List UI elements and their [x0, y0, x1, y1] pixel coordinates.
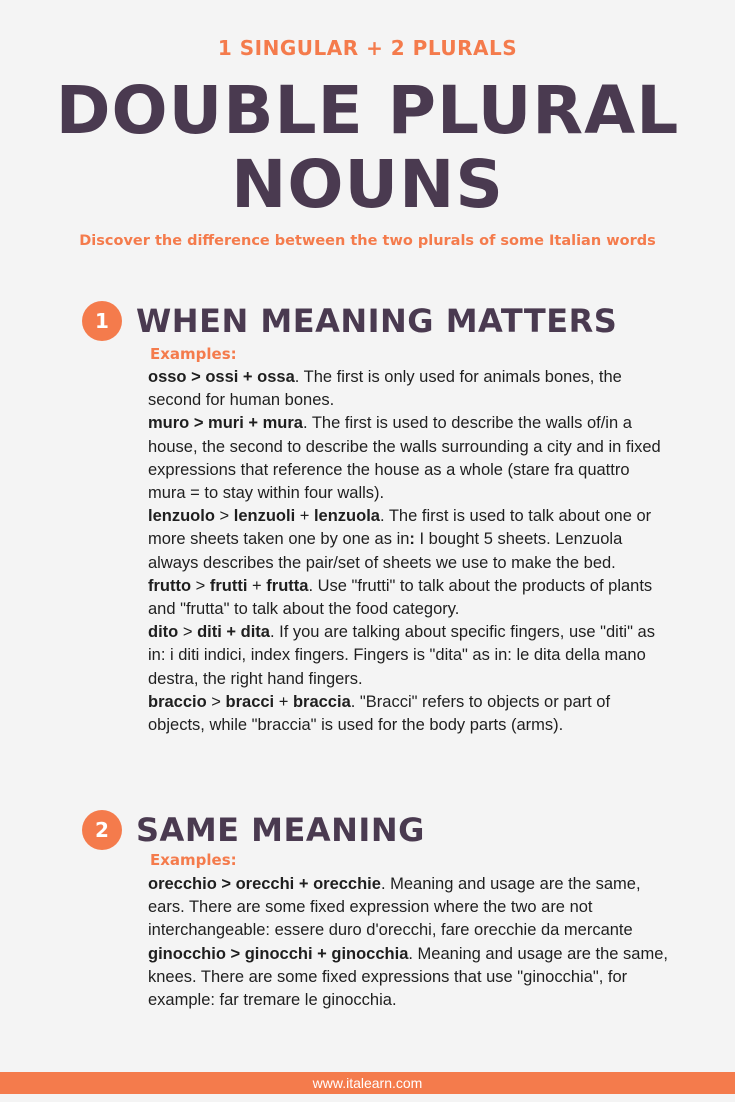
section1-entry	[148, 575, 668, 621]
term-bold: braccio	[148, 692, 207, 711]
section-2-number-badge: 2	[82, 810, 122, 850]
entry-text: . Meaning and usage are the same, ears. There are some fixed expression where the two are not interchangeable: essere duro d'orecchi, fare orecchie da mercante	[148, 875, 641, 940]
entry-text: . The first is used to describe the walls of/in a house, the second to describe the walls surrounding a city and in fixed expressions that reference the house as a whole (stare fra quattro mura = to stay within four walls).	[148, 414, 661, 503]
section-1-title: WHEN MEANING MATTERS	[136, 302, 618, 340]
entry-text: . If you are talking about specific fingers, use "diti" as in: i diti indici, index fingers. Fingers is "dita" as in: le dita della mano destra, the right hand fingers.	[148, 623, 655, 688]
section1-entry	[148, 366, 668, 412]
section2-entry	[148, 873, 668, 943]
term-bold: braccia	[292, 692, 351, 711]
term-bold: lenzuoli	[233, 507, 296, 526]
section-2-title: SAME MEANING	[136, 811, 425, 849]
page-subtitle: Discover the difference between the two plurals of some Italian words	[79, 233, 656, 249]
section-1-header	[82, 301, 617, 341]
section-1-number-badge: 1	[82, 301, 122, 341]
term-bold: orecchio > orecchi + orecchie	[148, 875, 381, 893]
term-bold: dito	[148, 623, 179, 642]
entry-text: . The first is only used for animals bones, the second for human bones.	[148, 368, 622, 410]
entry-text: . "Bracci" refers to objects or part of objects, while "braccia" is used for the body parts (arms).	[148, 692, 611, 735]
page-title	[0, 74, 735, 222]
entry-text: +	[247, 576, 267, 595]
section-2-examples	[148, 873, 668, 1012]
term-bold: bracci	[225, 692, 275, 711]
term-bold: osso > ossi + ossa	[148, 368, 295, 386]
footer-url[interactable]: www.italearn.com	[312, 1075, 423, 1091]
page-title-line-1: DOUBLE PLURAL	[55, 72, 680, 149]
entry-text: . Meaning and usage are the same, knees. There are some fixed expressions that use "ginocchia", for example: far tremare le ginocchia.	[148, 944, 668, 1010]
entry-text: . Use "frutti" to talk about the products of plants and "frutta" to talk about the food category.	[148, 576, 653, 619]
term-bold: frutto	[148, 576, 192, 595]
entry-text: >	[178, 623, 198, 642]
section1-entry	[148, 691, 668, 737]
entry-text: >	[214, 507, 234, 526]
term-bold: lenzuola	[313, 507, 380, 526]
term-bold: diti + dita	[197, 623, 270, 642]
term-bold: :	[409, 530, 415, 549]
section2-entry	[148, 943, 668, 1013]
section-1-examples-label: Examples:	[150, 345, 237, 363]
section1-entry	[148, 412, 668, 505]
entry-text: +	[274, 692, 293, 711]
entry-text: I bought 5 sheets. Lenzuola always describes the pair/set of sheets we use to make the bed.	[148, 530, 623, 572]
entry-text: >	[206, 692, 226, 711]
term-bold: lenzuolo	[148, 507, 215, 526]
term-bold: muro > muri + mura	[148, 414, 303, 433]
section-2-examples-label: Examples:	[150, 851, 237, 869]
term-bold: frutti	[209, 576, 248, 595]
page-title-line-2: NOUNS	[231, 146, 504, 223]
section1-entry	[148, 621, 668, 691]
entry-text: +	[295, 507, 314, 526]
section1-entry	[148, 505, 668, 575]
entry-text: . The first is used to talk about one or more sheets taken one by one as in	[148, 507, 652, 549]
section-1-examples	[148, 366, 668, 737]
section-2-header	[82, 810, 425, 850]
term-bold: ginocchio > ginocchi + ginocchia	[148, 944, 409, 963]
term-bold: frutta	[266, 576, 309, 595]
footer-bar	[0, 1072, 735, 1094]
kicker-text: 1 SINGULAR + 2 PLURALS	[217, 36, 518, 60]
entry-text: >	[191, 576, 210, 595]
